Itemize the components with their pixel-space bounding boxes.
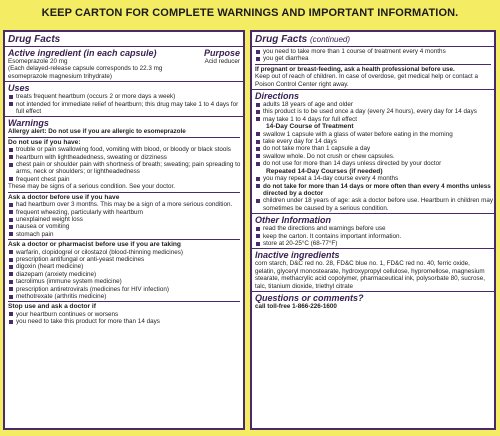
list-item: unexplained weight loss (8, 216, 243, 223)
list-item: chest pain or shoulder pain with shortness of breath; sweating; pain spreading to arms, neck or shoulders; or lightheadedness (8, 161, 243, 176)
uses-title: Uses (8, 83, 30, 94)
ask-doctor-title: Ask a doctor before use if you have (8, 193, 120, 201)
list-item: treats frequent heartburn (occurs 2 or more days a week) (8, 93, 243, 100)
warnings-title: Warnings (8, 118, 49, 129)
course-list (252, 131, 494, 168)
inactive-ingredients-text: corn starch, D&C red no. 28, FD&C blue no. 1, FD&C red no. 40, ferric oxide, gelatin, glyceryl monostearate, hydroxypropyl cellulose, hypromellose, magnesium stearate, methacrylic acid copolymer, pharmaceutical ink, polysorbate 80, sucrose, talc, titanium dioxide, triethyl citrate (255, 260, 485, 290)
list-item: adults 18 years of age and older (255, 101, 494, 108)
list-item: frequent chest pain (8, 176, 243, 183)
active-ingredient-row (5, 58, 243, 65)
list-item: do not take for more than 14 days or more often than every 4 months unless directed by a doctor (255, 183, 494, 198)
children-note-list (252, 197, 494, 212)
phone-number: call toll-free 1-866-226-1600 (255, 302, 337, 310)
active-ingredient-title: Active ingredient (in each capsule) (8, 48, 157, 58)
list-item: your heartburn continues or worsens (8, 311, 243, 318)
uses-list (5, 93, 243, 115)
list-item: store at 20-25°C (68-77°F) (255, 240, 494, 247)
list-item: children under 18 years of age: ask a doctor before use. Heartburn in children may sometimes be caused by a serious condition. (255, 197, 494, 212)
active-ingredient-name: Esomeprazole 20 mg (8, 58, 68, 65)
active-ingredient-heading (5, 48, 243, 58)
other-information-title: Other Information (255, 215, 331, 226)
list-item: warfarin, clopidogrel or cilostazol (blood-thinning medicines) (8, 249, 243, 256)
list-item: keep the carton. It contains important information. (255, 233, 494, 240)
course-title: 14-Day Course of Treatment (266, 123, 354, 131)
active-note-1: (Each delayed-release capsule corresponds to 22.3 mg (8, 65, 163, 73)
continued-list (252, 48, 494, 63)
ask-doctor-list (5, 201, 243, 238)
list-item: swallow 1 capsule with a glass of water before eating in the morning (255, 131, 494, 138)
directions-title: Directions (255, 91, 300, 102)
stop-use-list (5, 311, 243, 326)
ask-pharmacist-title: Ask a doctor or pharmacist before use if you are taking (8, 241, 181, 249)
list-item: you may repeat a 14-day course every 4 months (255, 175, 494, 182)
drug-facts-continued-header (252, 32, 494, 45)
list-item: methotrexate (arthritis medicine) (8, 293, 243, 300)
continued-label: (continued) (310, 35, 351, 44)
list-item: digoxin (heart medicine) (8, 263, 243, 270)
directions-list (252, 101, 494, 123)
stop-use-title: Stop use and ask a doctor if (8, 303, 96, 311)
drug-facts-panel-left (3, 30, 245, 430)
repeated-course-list (252, 175, 494, 197)
do-not-use-list (5, 146, 243, 183)
list-item: nausea or vomiting (8, 223, 243, 230)
active-ingredient-purpose: Acid reducer (204, 58, 240, 65)
carton-warning-banner: KEEP CARTON FOR COMPLETE WARNINGS AND IMPORTANT INFORMATION. (0, 0, 500, 26)
allergy-alert: Allergy alert: Do not use if you are allergic to esomeprazole (8, 128, 186, 136)
list-item: frequent wheezing, particularly with heartburn (8, 209, 243, 216)
keep-out-of-reach: Keep out of reach of children. In case of overdose, get medical help or contact a Poison Control Center right away. (255, 73, 478, 88)
list-item: may take 1 to 4 days for full effect (255, 116, 494, 123)
list-item: you need to take this product for more than 14 days (8, 318, 243, 325)
pregnancy-warning: If pregnant or breast-feeding, ask a health professional before use. (255, 65, 455, 73)
list-item: had heartburn over 3 months. This may be a sign of a more serious condition. (8, 201, 243, 208)
list-item: you get diarrhea (255, 55, 494, 62)
serious-condition-note: These may be signs of a serious condition. See your doctor. (8, 183, 175, 191)
drug-facts-panel-right (250, 30, 496, 430)
list-item: read the directions and warnings before use (255, 225, 494, 232)
list-item: do not take more than 1 capsule a day (255, 145, 494, 152)
repeated-course-title: Repeated 14-Day Courses (if needed) (266, 167, 383, 175)
list-item: swallow whole. Do not crush or chew capsules. (255, 153, 494, 160)
do-not-use-title: Do not use if you have: (8, 138, 81, 146)
purpose-title: Purpose (203, 48, 240, 58)
list-item: tacrolimus (immune system medicine) (8, 278, 243, 285)
list-item: stomach pain (8, 231, 243, 238)
list-item: prescription antiretrovirals (medicines for HIV infection) (8, 286, 243, 293)
drug-facts-header-text: Drug Facts (255, 34, 308, 45)
list-item: this product is to be used once a day (every 24 hours), every day for 14 days (255, 108, 494, 115)
list-item: diazepam (anxiety medicine) (8, 271, 243, 278)
inactive-ingredients-title: Inactive ingredients (255, 250, 340, 261)
drug-facts-header: Drug Facts (8, 34, 61, 45)
active-note-2: esomeprazole magnesium trihydrate) (8, 72, 112, 80)
list-item: prescription antifungal or anti-yeast medicines (8, 256, 243, 263)
list-item: trouble or pain swallowing food, vomiting with blood, or bloody or black stools (8, 146, 243, 153)
list-item: heartburn with lightheadedness, sweating or dizziness (8, 154, 243, 161)
list-item: take every day for 14 days (255, 138, 494, 145)
list-item: you need to take more than 1 course of treatment every 4 months (255, 48, 494, 55)
ask-pharmacist-list (5, 249, 243, 301)
list-item: not intended for immediate relief of heartburn; this drug may take 1 to 4 days for full effect (8, 101, 243, 116)
other-information-list (252, 225, 494, 247)
questions-title: Questions or comments? (255, 292, 364, 303)
list-item: do not use for more than 14 days unless directed by your doctor (255, 160, 494, 167)
